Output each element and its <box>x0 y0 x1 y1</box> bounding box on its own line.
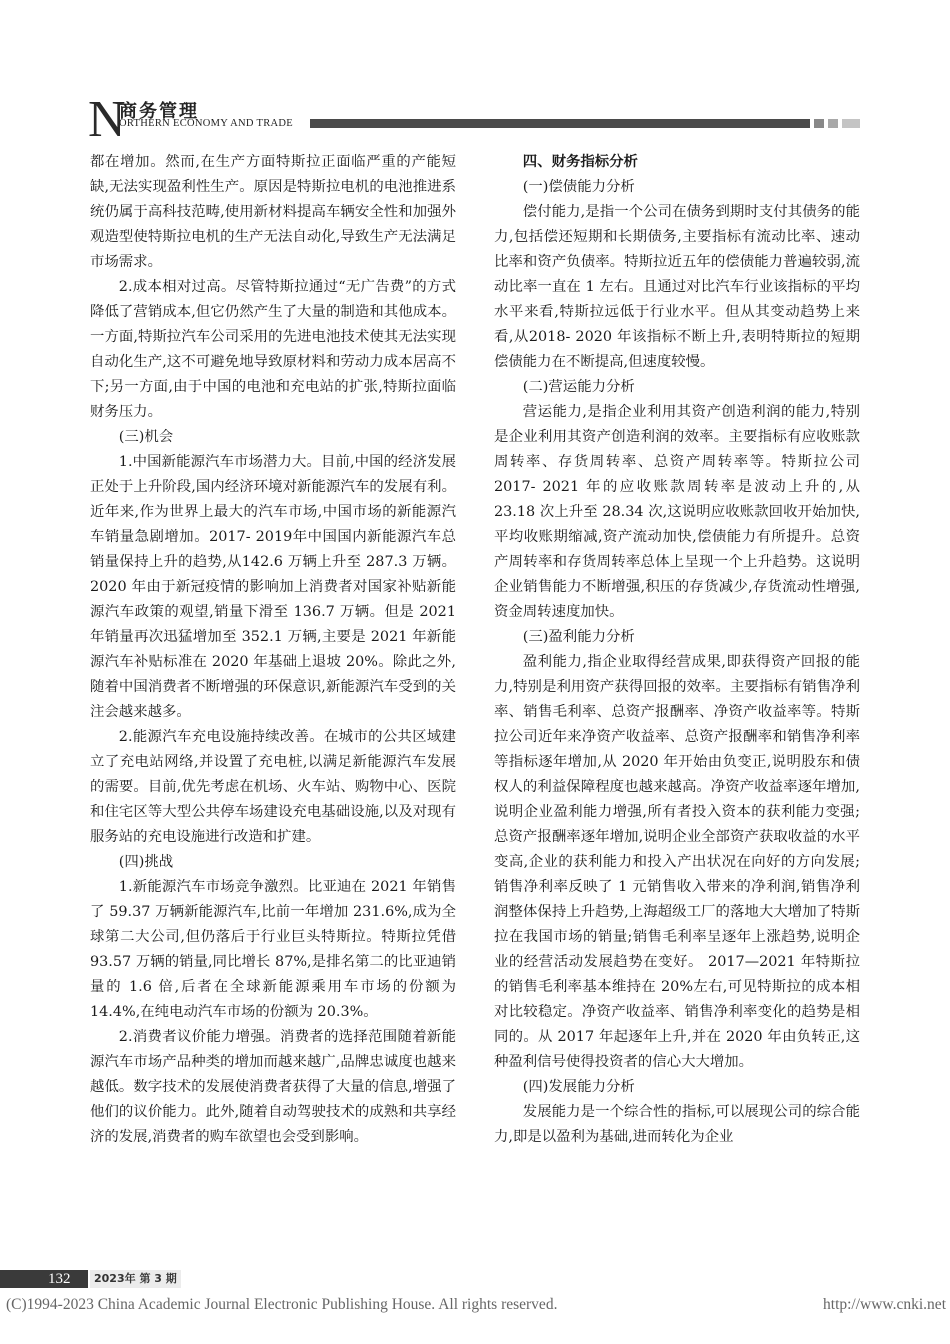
journal-title-cn: 商务管理 <box>119 101 199 122</box>
paragraph: 1.新能源汽车市场竞争激烈。比亚迪在 2021 年销售了 59.37 万辆新能源汽车,比前一年增加 231.6%,成为全球第二大公司,但仍落后于行业巨头特斯拉。特斯拉凭借 93.57 万辆的销量,同比增长 87%,是排名第二的比亚迪销量的 1.6 倍,后者在全球新能源乘用车市场的份额为 14.4%,在纯电动汽车市场的份额为 20.3%。 <box>90 879 456 1020</box>
issue-label: 2023年 第 3 期 <box>90 1270 181 1288</box>
subsection-heading: (四)发展能力分析 <box>522 1079 635 1095</box>
header-block <box>828 119 838 128</box>
header-block <box>814 119 824 128</box>
subsection-heading: (三)机会 <box>118 429 174 445</box>
header-rule <box>310 119 810 128</box>
subsection-heading: (二)营运能力分析 <box>522 379 635 395</box>
paragraph: 发展能力是一个综合性的指标,可以展现公司的综合能力,即是以盈利为基础,进而转化为企业 <box>494 1104 860 1145</box>
copyright-line <box>6 1296 946 1314</box>
copyright-text: (C)1994-2023 China Academic Journal Electronic Publishing House. All rights reserved. <box>6 1296 558 1313</box>
paragraph: 营运能力,是指企业利用其资产创造利润的能力,特别是企业利用其资产创造利润的效率。主要指标有应收账款周转率、存货周转率、总资产周转率等。特斯拉公司 2017- 2021 年的应收账款周转率是波动上升的,从 23.18 次上升至 28.34 次,这说明应收账款回收开始加快,平均收账期缩减,资产流动加快,偿债能力有所提升。总资产周转率和存货周转率总体上呈现一个上升趋势。这说明企业销售能力不断增强,积压的存货减少,存货流动性增强,资金周转速度加快。 <box>494 404 860 620</box>
subsection-heading: (三)盈利能力分析 <box>522 629 635 645</box>
section-heading: 四、财务指标分析 <box>522 154 638 170</box>
paragraph: 2.消费者议价能力增强。消费者的选择范围随着新能源汽车市场产品种类的增加而越来越广,品牌忠诚度也越来越低。数字技术的发展使消费者获得了大量的信息,增强了他们的议价能力。此外,随着自动驾驶技术的成熟和共享经济的发展,消费者的购车欲望也会受到影响。 <box>90 1029 456 1145</box>
left-column <box>90 150 456 1150</box>
paragraph: 1.中国新能源汽车市场潜力大。目前,中国的经济发展正处于上升阶段,国内经济环境对新能源汽车的发展有利。近年来,作为世界上最大的汽车市场,中国市场的新能源汽车销量急剧增加。2017- 2019年中国国内新能源汽车总销量保持上升的趋势,从142.6 万辆上升至 287.3 万辆。2020 年由于新冠疫情的影响加上消费者对国家补贴新能源汽车政策的观望,销量下滑至 136.7 万辆。但是 2021 年销量再次迅猛增加至 352.1 万辆,主要是 2021 年新能源汽车补贴标准在 2020 年基础上退坡 20%。除此之外,随着中国消费者不断增强的环保意识,新能源汽车受到的关注会越来越多。 <box>90 454 456 720</box>
website-link[interactable]: http://www.cnki.net <box>823 1296 946 1313</box>
paragraph: 2.能源汽车充电设施持续改善。在城市的公共区域建立了充电站网络,并设置了充电桩,以满足新能源汽车发展的需要。目前,优先考虑在机场、火车站、购物中心、医院和住宅区等大型公共停车场建设充电基础设施,以及对现有服务站的充电设施进行改造和扩建。 <box>90 729 456 845</box>
journal-logo-letter: N <box>88 91 126 148</box>
paragraph: 2.成本相对过高。尽管特斯拉通过“无广告费”的方式降低了营销成本,但它仍然产生了大量的制造和其他成本。一方面,特斯拉汽车公司采用的先进电池技术使其无法实现自动化生产,这不可避免地导致原材料和劳动力成本居高不下;另一方面,由于中国的电池和充电站的扩张,特斯拉面临财务压力。 <box>90 279 456 420</box>
page-number: 132 <box>48 1271 71 1287</box>
footer-page-bar <box>0 1270 88 1288</box>
paragraph: 盈利能力,指企业取得经营成果,即获得资产回报的能力,特别是利用资产获得回报的效率。主要指标有销售净利率、销售毛利率、总资产报酬率、净资产收益率等。特斯拉公司近年来净资产收益率、总资产报酬率和销售净利率等指标逐年增加,从 2020 年开始由负变正,说明股东和债权人的利益保障程度也越来越高。净资产收益率逐年增加,说明企业盈利能力增强,所有者投入资本的获利能力变强;总资产报酬率逐年增加,说明企业全部资产获取收益的水平变高,企业的获利能力和投入产出状况在向好的方向发展;销售净利率反映了 1 元销售收入带来的净利润,销售净利润整体保持上升趋势,上海超级工厂的落地大大增加了特斯拉在我国市场的销量;销售毛利率呈逐年上涨趋势,说明企业的经营活动发展趋势在变好。 2017—2021 年特斯拉的销售毛利率基本维持在 20%左右,可见特斯拉的成本相对比较稳定。净资产收益率、销售净利率变化的趋势是相同的。从 2017 年起逐年上升,并在 2020 年由负转正,这种盈利信号使得投资者的信心大大增加。 <box>494 654 860 1070</box>
header-block <box>842 119 860 128</box>
paragraph-continued: 都在增加。然而,在生产方面特斯拉正面临严重的产能短缺,无法实现盈利性生产。原因是特斯拉电机的电池推进系统仍属于高科技范畴,使用新材料提高车辆安全性和加强外观造型使特斯拉电机的生产无法自动化,导致生产无法满足市场需求。 <box>90 154 456 270</box>
paragraph: 偿付能力,是指一个公司在债务到期时支付其债务的能力,包括偿还短期和长期债务,主要指标有流动比率、速动比率和资产负债率。特斯拉近五年的偿债能力普遍较弱,流动比率一直在 1 左右。且通过对比汽车行业该指标的平均水平来看,特斯拉远低于行业水平。但从其变动趋势上来看,从2018- 2020 年该指标不断上升,表明特斯拉的短期偿债能力在不断提高,但速度较慢。 <box>494 204 860 370</box>
subsection-heading: (一)偿债能力分析 <box>522 179 635 195</box>
right-column <box>494 150 860 1150</box>
journal-title-en: ORTHERN ECONOMY AND TRADE <box>119 118 293 129</box>
subsection-heading: (四)挑战 <box>118 854 174 870</box>
